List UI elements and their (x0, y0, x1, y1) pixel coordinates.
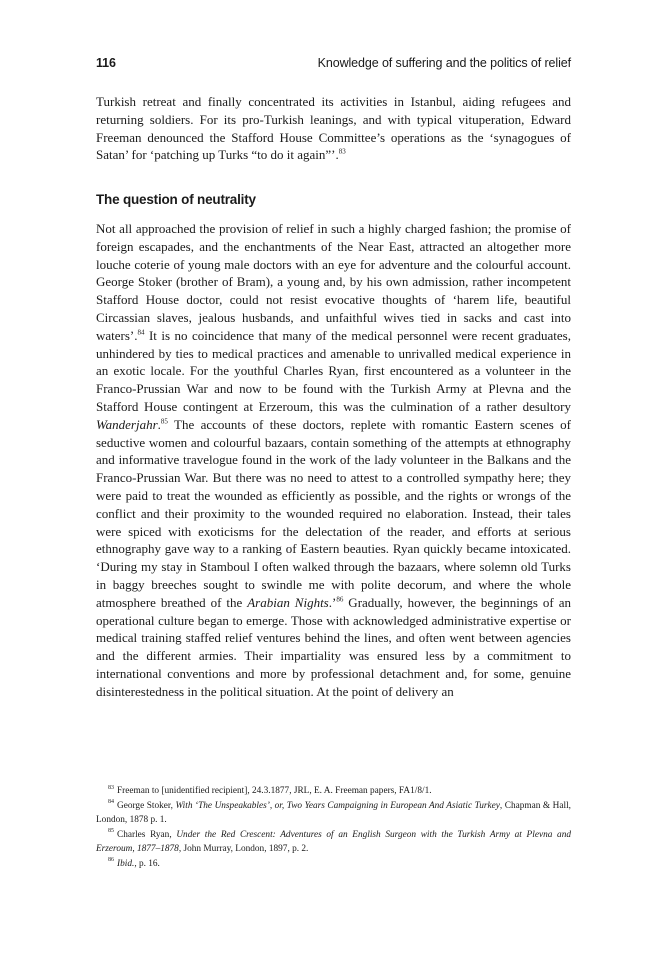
footnote-text: , p. 16. (134, 858, 160, 869)
footnote-text: , John Murray, London, 1897, p. 2. (178, 844, 309, 854)
footnote-ref-84[interactable]: 84 (137, 328, 145, 337)
footnote-title: Under the Red Crescent: Adventures of an English Surgeon with the Turkish Army at Plevna and Erzeroum, 1877–1878 (96, 829, 571, 854)
paragraph-text: Turkish retreat and finally concentrated its activities in Istanbul, aiding refugees and returning soldiers. For its pro-Turkish leanings, and with typical vituperation, Edward Freeman denounced the Stafford House Committee’s operations as the ‘synagogues of Satan’ for ‘patching up Turks “to do it again”’. (96, 94, 571, 163)
footnote-ibid: Ibid. (117, 858, 135, 869)
paragraph-text: .’ (328, 594, 337, 610)
paragraph-2 (96, 220, 571, 701)
footnote-ref-85[interactable]: 85 (160, 417, 168, 426)
footnote-text: George Stoker, (117, 800, 176, 811)
running-header (96, 56, 571, 70)
paragraph-text: Gradually, however, the beginnings of an operational culture began to emerge. Those with acknowledged administrative expertise or medical training staffed relief ventures behind the lines, and often went between agencies and the different armies. Their impartiality was ensured less by a commitment to international conventions and more by professional detachment and, for some, genuine disinterestedness in the political situation. At the point of delivery an (96, 594, 571, 699)
footnote-83 (96, 784, 571, 799)
footnote-ref-86[interactable]: 86 (336, 595, 344, 604)
italic-term: Arabian Nights (247, 594, 329, 610)
footnote-text: Charles Ryan, (117, 829, 177, 840)
book-page (96, 0, 571, 975)
footnote-84 (96, 799, 571, 828)
paragraph-text: It is no coincidence that many of the medical personnel were recent graduates, unhindered by ties to medical practices and amenable to unrivalled medical experience in an exotic locale. For the youthful Charles Ryan, first encountered as a volunteer in the Franco-Prussian War and now to be found with the Turkish Army at Plevna and the Stafford House contingent at Erzeroum, this was the culmination of a rather desultory (96, 327, 571, 414)
footnote-number: 83 (108, 784, 114, 791)
footnotes (96, 784, 571, 871)
paragraph-1 (96, 93, 571, 164)
footnote-number: 84 (108, 799, 114, 806)
section-heading: The question of neutrality (96, 192, 256, 207)
footnote-text: , Chapman & Hall, London, 1878 p. 1. (96, 800, 571, 825)
footnote-86 (96, 857, 571, 872)
footnote-85 (96, 828, 571, 857)
paragraph-text: . (157, 416, 161, 432)
footnote-number: 86 (108, 857, 114, 864)
paragraph-text: Not all approached the provision of relief in such a highly charged fashion; the promise of foreign escapades, and the enchantments of the Near East, attracted an altogether more louche coterie of young male doctors with an eye for adventure and the colourful account. George Stoker (brother of Bram), a young and, by his own admission, rather incompetent Stafford House doctor, could not resist evocative thoughts of ‘harem life, beautiful Circassian slaves, jealous husbands, and unfaithful wives tied in sacks and cast into waters’. (96, 221, 571, 343)
footnote-ref-83[interactable]: 83 (338, 148, 346, 157)
footnote-title: With ‘The Unspeakables’, or, Two Years Campaigning in European And Asiatic Turkey (175, 800, 500, 811)
footnote-number: 85 (108, 828, 114, 835)
running-title: Knowledge of suffering and the politics of relief (317, 56, 571, 70)
italic-term: Wanderjahr (96, 416, 158, 432)
footnote-text: Freeman to [unidentified recipient], 24.3.1877, JRL, E. A. Freeman papers, FA1/8/1. (117, 786, 432, 796)
page-number: 116 (96, 56, 116, 70)
paragraph-text: The accounts of these doctors, replete with romantic Eastern scenes of seductive women and colourful bazaars, contain something of the attempts at ethnography and informative travelogue found in the work of the lady volunteer in the Balkans and the Franco-Prussian War. But there was no need to attest to a controlled sympathy here; they were paid to treat the wounded as efficiently as possible, and the rights or wrongs of the conflict and their proximity to the wounded required no elaboration. Instead, their tales were spiced with exoticisms for the delectation of the reader, and efforts at serious ethnography gave way to a ranking of Eastern beauties. Ryan quickly became intoxicated. ‘During my stay in Stamboul I often walked through the bazaars, where solemn old Turks in baggy breeches sought to swindle me with polite decorum, and where the whole atmosphere breathed of the (96, 416, 571, 610)
